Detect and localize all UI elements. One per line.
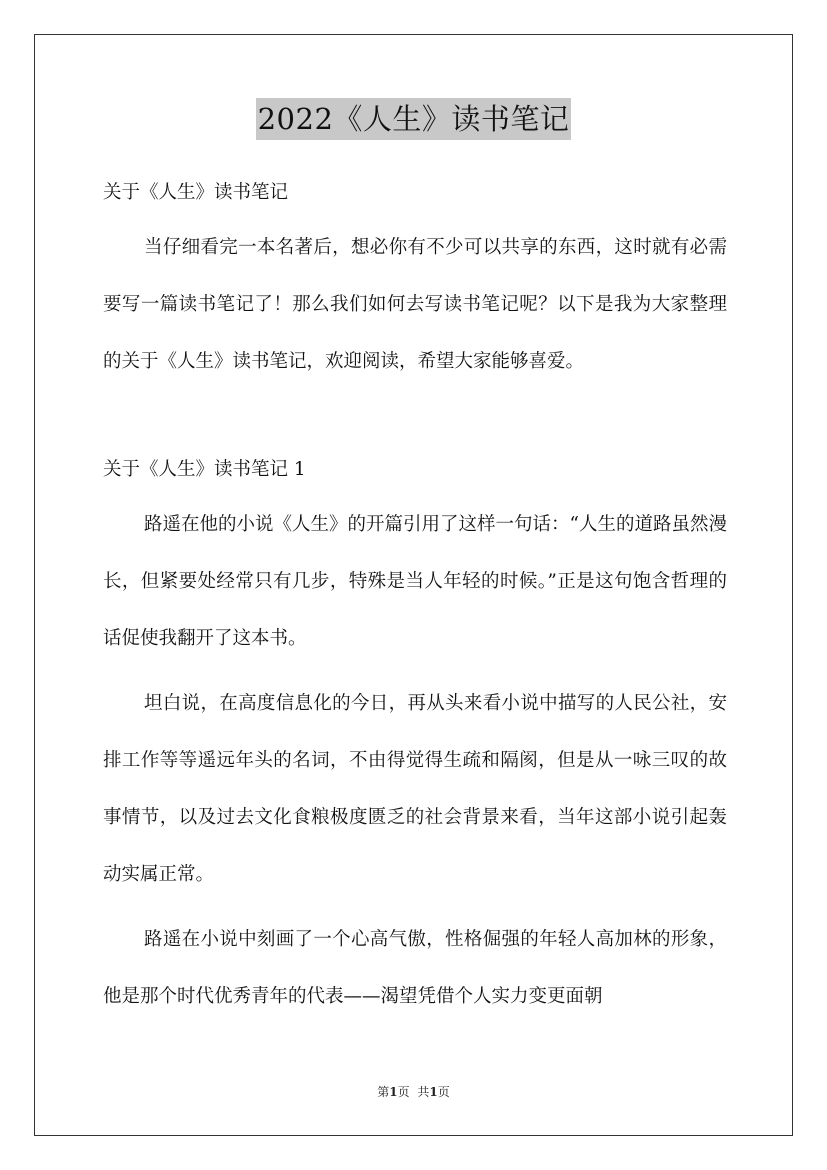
page-footer <box>0 1083 827 1100</box>
body-paragraph: 路遥在他的小说《人生》的开篇引用了这样一句话：“人生的道路虽然漫长，但紧要处经常只有几步，特殊是当人年轻的时候。”正是这句饱含哲理的话促使我翻开了这本书。 <box>103 514 727 649</box>
footer-page-number: 1 <box>389 1085 398 1099</box>
title-container <box>0 98 827 140</box>
footer-page-suffix: 页 <box>397 1085 410 1099</box>
document-body <box>103 173 727 1025</box>
section-heading-intro: 关于《人生》读书笔记 <box>103 182 289 203</box>
footer-total-prefix: 共 <box>417 1085 430 1099</box>
section-heading-notes-1: 关于《人生》读书笔记 1 <box>103 459 306 480</box>
footer-total-pages: 1 <box>429 1085 438 1099</box>
document-title: 2022《人生》读书笔记 <box>256 98 572 140</box>
footer-total-suffix: 页 <box>437 1085 450 1099</box>
intro-paragraph: 当仔细看完一本名著后，想必你有不少可以共享的东西，这时就有必需要写一篇读书笔记了！那么我们如何去写读书笔记呢？以下是我为大家整理的关于《人生》读书笔记，欢迎阅读，希望大家能够喜爱。 <box>103 237 727 372</box>
footer-page-prefix: 第 <box>377 1085 390 1099</box>
body-paragraph: 路遥在小说中刻画了一个心高气傲，性格倔强的年轻人高加林的形象，他是那个时代优秀青年的代表——渴望凭借个人实力变更面朝 <box>103 929 727 1007</box>
body-paragraph: 坦白说，在高度信息化的今日，再从头来看小说中描写的人民公社，安排工作等等遥远年头的名词，不由得觉得生疏和隔阂，但是从一咏三叹的故事情节，以及过去文化食粮极度匮乏的社会背景来看，当年这部小说引起轰动实属正常。 <box>103 693 727 885</box>
